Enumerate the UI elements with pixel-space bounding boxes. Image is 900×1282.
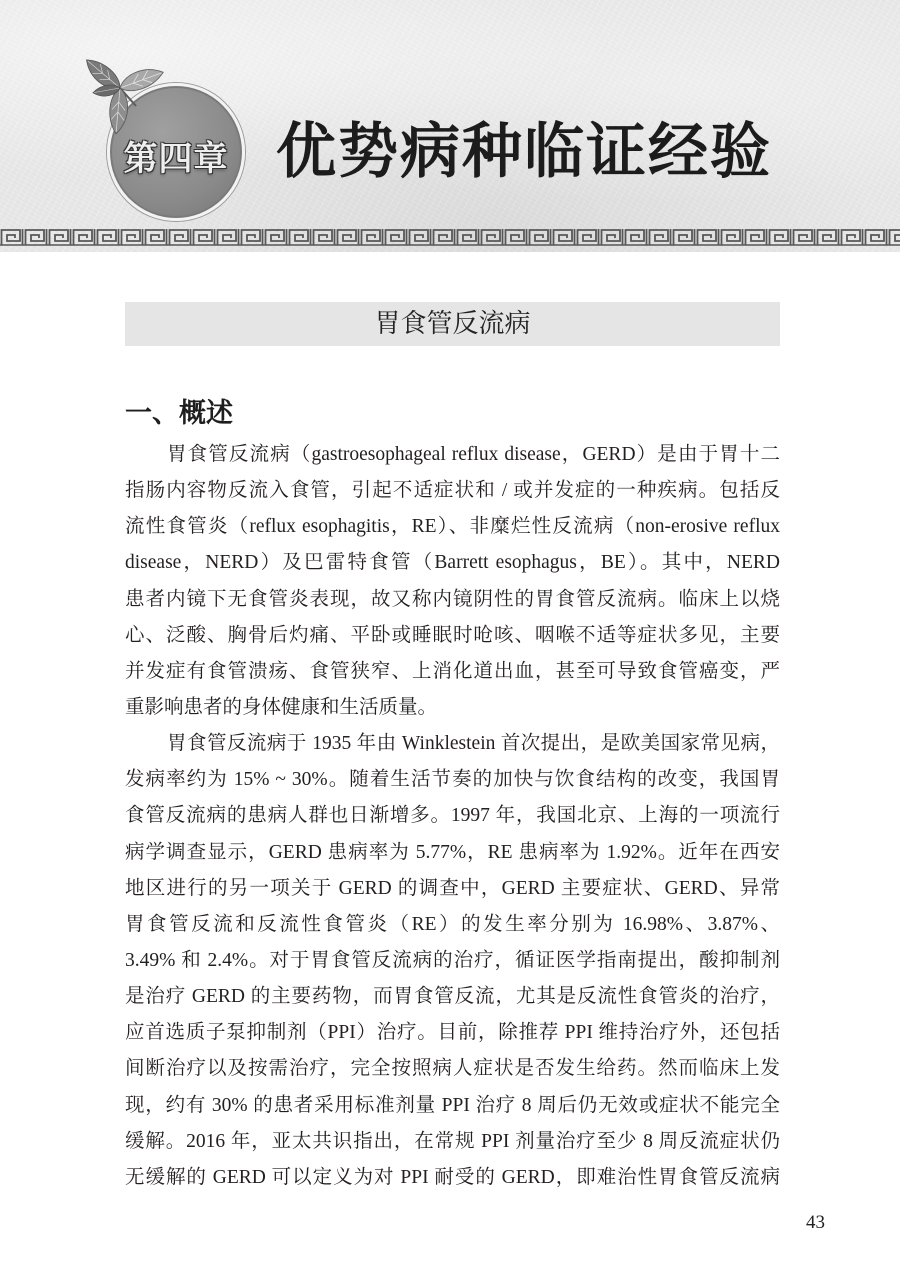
text-line: 间断治疗以及按需治疗，完全按照病人症状是否发生给药。然而临床上发 <box>125 1058 780 1080</box>
text-line: 3.49% 和 2.4%。对于胃食管反流病的治疗，循证医学指南提出，酸抑制剂 <box>125 949 780 971</box>
text-line: 胃食管反流病（gastroesophageal reflux disease，GERD）是由于胃十二 <box>167 444 780 465</box>
text-line: 胃食管反流病于 1935 年由 Winklestein 首次提出，是欧美国家常见病， <box>167 733 780 755</box>
subsection-heading: 一、概述 <box>125 398 233 429</box>
text-line: 发病率约为 15% ~ 30%。随着生活节奏的加快与饮食结构的改变，我国胃 <box>125 769 780 791</box>
text-line: 病学调查显示，GERD 患病率为 5.77%，RE 患病率为 1.92%。近年在西安 <box>125 841 780 863</box>
text-line: 胃食管反流和反流性食管炎（RE）的发生率分别为 16.98%、3.87%、 <box>125 913 780 935</box>
text-line: 现，约有 30% 的患者采用标准剂量 PPI 治疗 8 周后仍无效或症状不能完全 <box>125 1094 780 1116</box>
text-line: 重影响患者的身体健康和生活质量。 <box>125 696 438 718</box>
text-line: 流性食管炎（reflux esophagitis，RE）、非糜烂性反流病（non-erosive reflux <box>125 516 780 538</box>
text-line: 应首选质子泵抑制剂（PPI）治疗。目前，除推荐 PPI 维持治疗外，还包括 <box>125 1022 780 1044</box>
text-line: 心、泛酸、胸骨后灼痛、平卧或睡眠时呛咳、咽喉不适等症状多见，主要 <box>125 624 780 646</box>
text-line: 指肠内容物反流入食管，引起不适症状和 / 或并发症的一种疾病。包括反 <box>125 480 780 502</box>
leaf-sprig-icon <box>78 52 198 152</box>
text-line: 患者内镜下无食管炎表现，故又称内镜阴性的胃食管反流病。临床上以烧 <box>125 588 780 610</box>
text-line: 缓解。2016 年，亚太共识指出，在常规 PPI 剂量治疗至少 8 周反流症状仍 <box>125 1130 780 1152</box>
chapter-title: 优势病种临证经验 <box>276 117 772 187</box>
chapter-header <box>0 0 900 252</box>
body-text <box>125 437 780 1196</box>
section-title-bar <box>125 302 780 346</box>
text-line: 是治疗 GERD 的主要药物，而胃食管反流，尤其是反流性食管炎的治疗， <box>125 986 780 1008</box>
text-line: 无缓解的 GERD 可以定义为对 PPI 耐受的 GERD，即难治性胃食管反流病 <box>125 1166 780 1188</box>
page-number: 43 <box>806 1212 825 1233</box>
paragraph <box>125 437 780 726</box>
greek-key-border <box>0 228 900 246</box>
text-line: 食管反流病的患病人群也日渐增多。1997 年，我国北京、上海的一项流行 <box>125 805 780 827</box>
text-line: 地区进行的另一项关于 GERD 的调查中，GERD 主要症状、GERD、异常 <box>125 877 780 899</box>
paragraph <box>125 726 780 1196</box>
text-line: disease，NERD）及巴雷特食管（Barrett esophagus，BE）。其中，NERD <box>125 552 780 574</box>
text-line: 并发症有食管溃疡、食管狭窄、上消化道出血，甚至可导致食管癌变，严 <box>125 660 780 682</box>
greek-key-pattern <box>0 228 900 246</box>
leaf-icon <box>117 63 166 95</box>
section-title: 胃食管反流病 <box>374 309 531 339</box>
chapter-badge-label: 第四章 <box>123 138 229 179</box>
